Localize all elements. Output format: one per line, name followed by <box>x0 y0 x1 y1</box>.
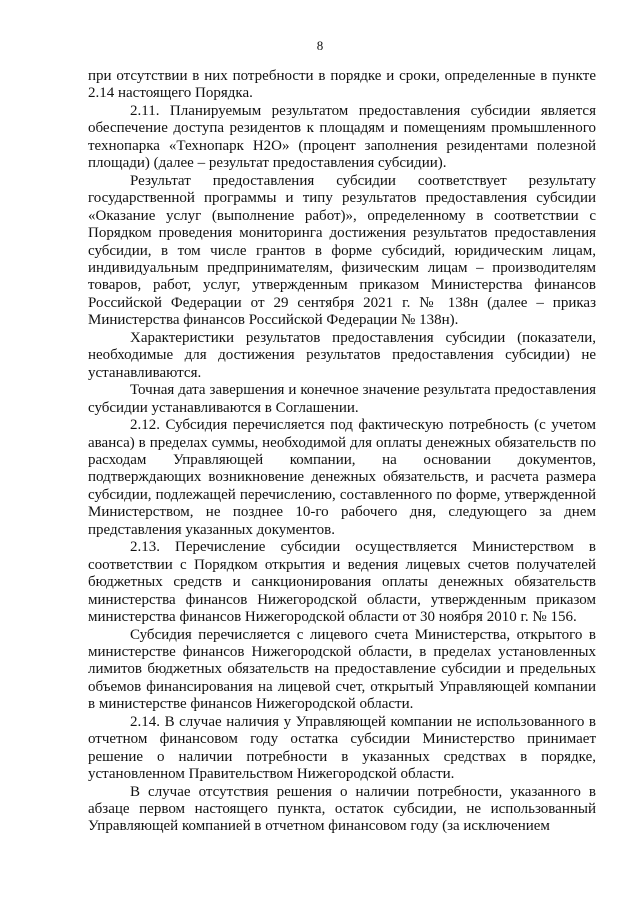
paragraph: 2.11. Планируемым результатом предоставления субсидии является обеспечение доступа резидентов к площадям и помещениям промышленного технопарка «Технопарк Н2О» (процент заполнения резидентами полезной площади) (далее – результат предоставления субсидии). <box>88 102 596 172</box>
paragraph: 2.14. В случае наличия у Управляющей компании не использованного в отчетном финансовом году остатка субсидии Министерство принимает решение о наличии потребности в указанных средствах в порядке, установленном Правительством Нижегородской области. <box>88 713 596 783</box>
paragraph: при отсутствии в них потребности в порядке и сроки, определенные в пункте 2.14 настоящего Порядка. <box>88 68 596 102</box>
paragraph: 2.13. Перечисление субсидии осуществляется Министерством в соответствии с Порядком открытия и ведения лицевых счетов получателей бюджетных средств и санкционирования оплаты денежных обязательств министерства финансов Нижегородской области, утвержденным приказом министерства финансов Нижегородской области от 30 ноября 2010 г. № 156. <box>88 539 596 626</box>
paragraph: Результат предоставления субсидии соответствует результату государственной программы и типу результатов предоставления субсидии «Оказание услуг (выполнение работ)», определенному в соответствии с Порядком проведения мониторинга достижения результатов предоставления субсидии, в том числе грантов в форме субсидий, юридическим лицам, индивидуальным предпринимателям, физическим лицам – производителям товаров, работ, услуг, утвержденным приказом Министерства финансов Российской Федерации от 29 сентября 2021 г. № 138н (далее – приказ Министерства финансов Российской Федерации № 138н). <box>88 172 596 329</box>
document-body <box>88 68 596 836</box>
paragraph: 2.12. Субсидия перечисляется под фактическую потребность (с учетом аванса) в пределах суммы, необходимой для оплаты денежных обязательств по расходам Управляющей компании, на основании документов, подтверждающих возникновение денежных обязательств, и расчета размера субсидии, подлежащей перечислению, составленного по форме, утвержденной Министерством, не позднее 10-го рабочего дня, следующего за днем представления указанных документов. <box>88 417 596 538</box>
paragraph: Точная дата завершения и конечное значение результата предоставления субсидии устанавливаются в Соглашении. <box>88 382 596 416</box>
paragraph: Субсидия перечисляется с лицевого счета Министерства, открытого в министерстве финансов Нижегородской области, в пределах установленных лимитов бюджетных обязательств на предоставление субсидии и предельных объемов финансирования на лицевой счет, открытый Управляющей компании в министерстве финансов Нижегородской области. <box>88 626 596 713</box>
paragraph: Характеристики результатов предоставления субсидии (показатели, необходимые для достижения результатов предоставления субсидии) не устанавливаются. <box>88 329 596 381</box>
page-number: 8 <box>316 38 324 53</box>
paragraph: В случае отсутствия решения о наличии потребности, указанного в абзаце первом настоящего пункта, остаток субсидии, не использованный Управляющей компанией в отчетном финансовом году (за исключением <box>88 783 596 835</box>
